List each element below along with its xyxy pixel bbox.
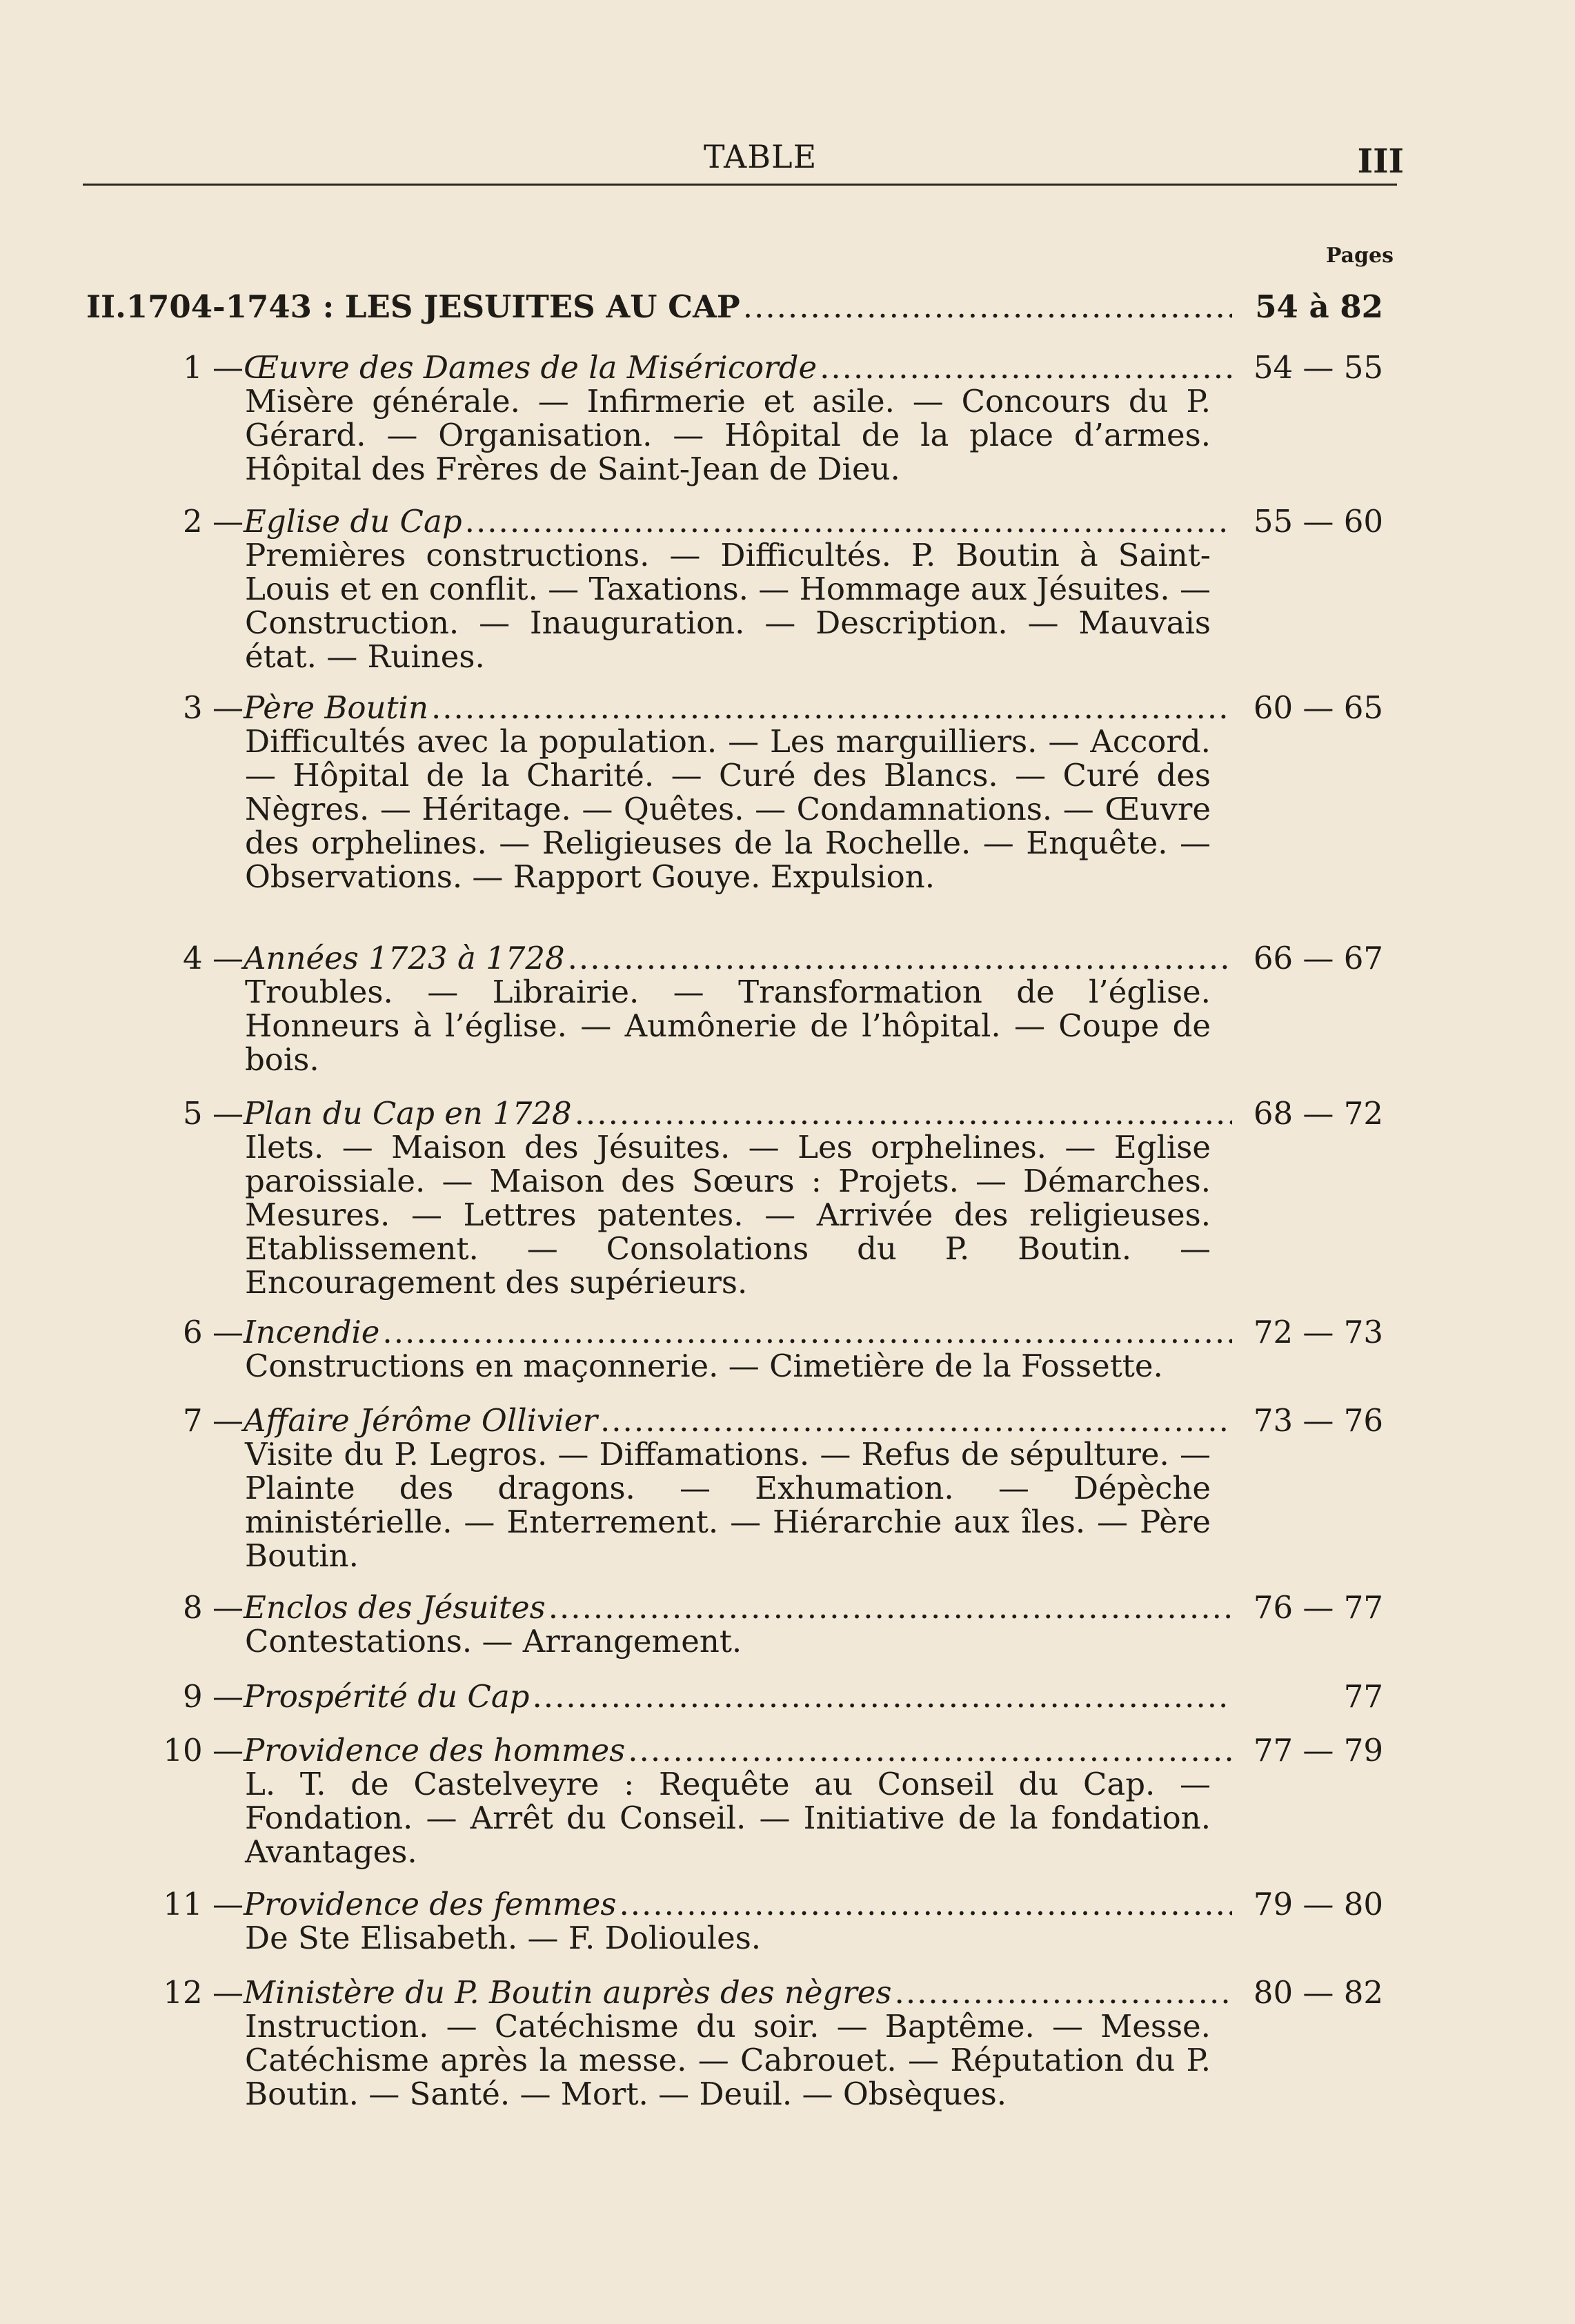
entry-pages: 72 — 73 <box>1253 1314 1383 1350</box>
entry-pages: 66 — 67 <box>1253 940 1383 976</box>
dot-leader <box>431 691 1232 725</box>
toc-entry <box>150 1733 1383 1767</box>
entry-description: Premières constructions. — Difficultés. P. Boutin à Saint-Louis et en conflit. — Taxations. — Hommage aux Jésuites. — Construction. — Inauguration. — Description. — Mauvais état. — Ruines. <box>245 537 1211 675</box>
entry-pages: 79 — 80 <box>1253 1886 1383 1922</box>
section-heading <box>86 290 1383 324</box>
entry-title: Père Boutin <box>244 689 428 726</box>
toc-entry <box>150 1976 1383 2009</box>
entry-description: Visite du P. Legros. — Diffamations. — Refus de sépulture. — Plainte des dragons. — Exhumation. — Dépèche ministérielle. — Enterrement. — Hiérarchie aux îles. — Père Boutin. <box>245 1436 1211 1574</box>
entry-title: Providence des hommes <box>244 1732 626 1769</box>
entry-pages: 77 <box>1343 1678 1383 1715</box>
entry-description: Difficultés avec la population. — Les marguilliers. — Accord. — Hôpital de la Charité. — Curé des Blancs. — Curé des Nègres. — Héritage. — Quêtes. — Condamnations. — Œuvre des orphelines. — Religieuses de la Rochelle. — Enquête. — Observations. — Rapport Gouye. Expulsion. <box>245 723 1211 895</box>
entry-title: Incendie <box>244 1314 380 1350</box>
entry-pages: 55 — 60 <box>1253 503 1383 540</box>
dot-leader <box>382 1315 1232 1349</box>
entry-pages: 60 — 65 <box>1253 689 1383 726</box>
entry-number: 6 — <box>183 1314 244 1350</box>
entry-description: L. T. de Castelveyre : Requête au Conseil du Cap. — Fondation. — Arrêt du Conseil. — Initiative de la fondation. Avantages. <box>245 1766 1211 1870</box>
toc-entry <box>150 1404 1383 1437</box>
toc-entry <box>150 941 1383 975</box>
dot-leader <box>548 1591 1232 1624</box>
pages-column-label: Pages <box>1325 244 1394 268</box>
entry-description: Troubles. — Librairie. — Transformation de l’église. Honneurs à l’église. — Aumônerie de l’hôpital. — Coupe de bois. <box>245 974 1211 1078</box>
toc-entry <box>150 1591 1383 1624</box>
entry-number: 2 — <box>183 503 244 540</box>
entry-number: 12 — <box>163 1974 244 2011</box>
entry-number: 11 — <box>163 1886 244 1922</box>
entry-pages: 76 — 77 <box>1253 1589 1383 1626</box>
entry-number: 10 — <box>163 1732 244 1769</box>
dot-leader <box>533 1680 1233 1713</box>
entry-pages: 80 — 82 <box>1253 1974 1383 2011</box>
entry-title: Providence des femmes <box>244 1886 617 1922</box>
toc-entry <box>150 1887 1383 1921</box>
entry-title: Prospérité du Cap <box>244 1678 530 1715</box>
entry-number: 4 — <box>183 940 244 976</box>
entry-number: 5 — <box>183 1095 244 1132</box>
entry-title: Années 1723 à 1728 <box>244 940 565 976</box>
dot-leader <box>628 1733 1232 1767</box>
entry-pages: 73 — 76 <box>1253 1402 1383 1439</box>
entry-description: Ilets. — Maison des Jésuites. — Les orphelines. — Eglise paroissiale. — Maison des Sœurs : Projets. — Démarches. Mesures. — Lettres patentes. — Arrivée des religieuses. Etablissement. — Consolations du P. Boutin. — Encouragement des supérieurs. <box>245 1129 1211 1301</box>
entry-title: Ministère du P. Boutin auprès des nègres <box>244 1974 892 2011</box>
entry-number: 8 — <box>183 1589 244 1626</box>
entry-number: 1 — <box>183 349 244 386</box>
entry-pages: 68 — 72 <box>1253 1095 1383 1132</box>
entry-number: 3 — <box>183 689 244 726</box>
entry-description: De Ste Elisabeth. — F. Dolioules. <box>245 1920 762 1956</box>
section-number: II. <box>86 288 126 325</box>
running-header-title: TABLE <box>703 138 818 175</box>
entry-number: 9 — <box>183 1678 244 1715</box>
entry-description: Contestations. — Arrangement. <box>245 1623 742 1660</box>
dot-leader <box>575 1096 1232 1130</box>
dot-leader <box>743 290 1232 324</box>
entry-title: Œuvre des Dames de la Miséricorde <box>244 349 818 386</box>
dot-leader <box>568 941 1232 975</box>
header-rule <box>83 184 1397 186</box>
page-number: III <box>1357 142 1404 181</box>
toc-entry <box>150 691 1383 725</box>
entry-description: Misère générale. — Infirmerie et asile. — Concours du P. Gérard. — Organisation. — Hôpital de la place d’armes. Hôpital des Frères de Saint-Jean de Dieu. <box>245 383 1211 487</box>
toc-entry <box>150 1680 1383 1713</box>
entry-description: Instruction. — Catéchisme du soir. — Baptême. — Messe. Catéchisme après la messe. — Cabrouet. — Réputation du P. Boutin. — Santé. — Mort. — Deuil. — Obsèques. <box>245 2008 1211 2112</box>
dot-leader <box>820 351 1232 384</box>
entry-title: Eglise du Cap <box>244 503 462 540</box>
toc-entry <box>150 504 1383 538</box>
section-title: 1704-1743 : LES JESUITES AU CAP <box>126 288 740 325</box>
dot-leader <box>465 504 1232 538</box>
section-pages: 54 à 82 <box>1255 288 1383 325</box>
entry-pages: 77 — 79 <box>1253 1732 1383 1769</box>
toc-entry <box>150 351 1383 384</box>
entry-pages: 54 — 55 <box>1253 349 1383 386</box>
toc-entry <box>150 1096 1383 1130</box>
entry-description: Constructions en maçonnerie. — Cimetière de la Fossette. <box>245 1348 1163 1384</box>
entry-title: Enclos des Jésuites <box>244 1589 546 1626</box>
dot-leader <box>600 1404 1232 1437</box>
entry-number: 7 — <box>183 1402 244 1439</box>
entry-title: Affaire Jérôme Ollivier <box>244 1402 597 1439</box>
entry-title: Plan du Cap en 1728 <box>244 1095 572 1132</box>
dot-leader <box>619 1887 1232 1921</box>
toc-entry <box>150 1315 1383 1349</box>
dot-leader <box>895 1976 1232 2009</box>
